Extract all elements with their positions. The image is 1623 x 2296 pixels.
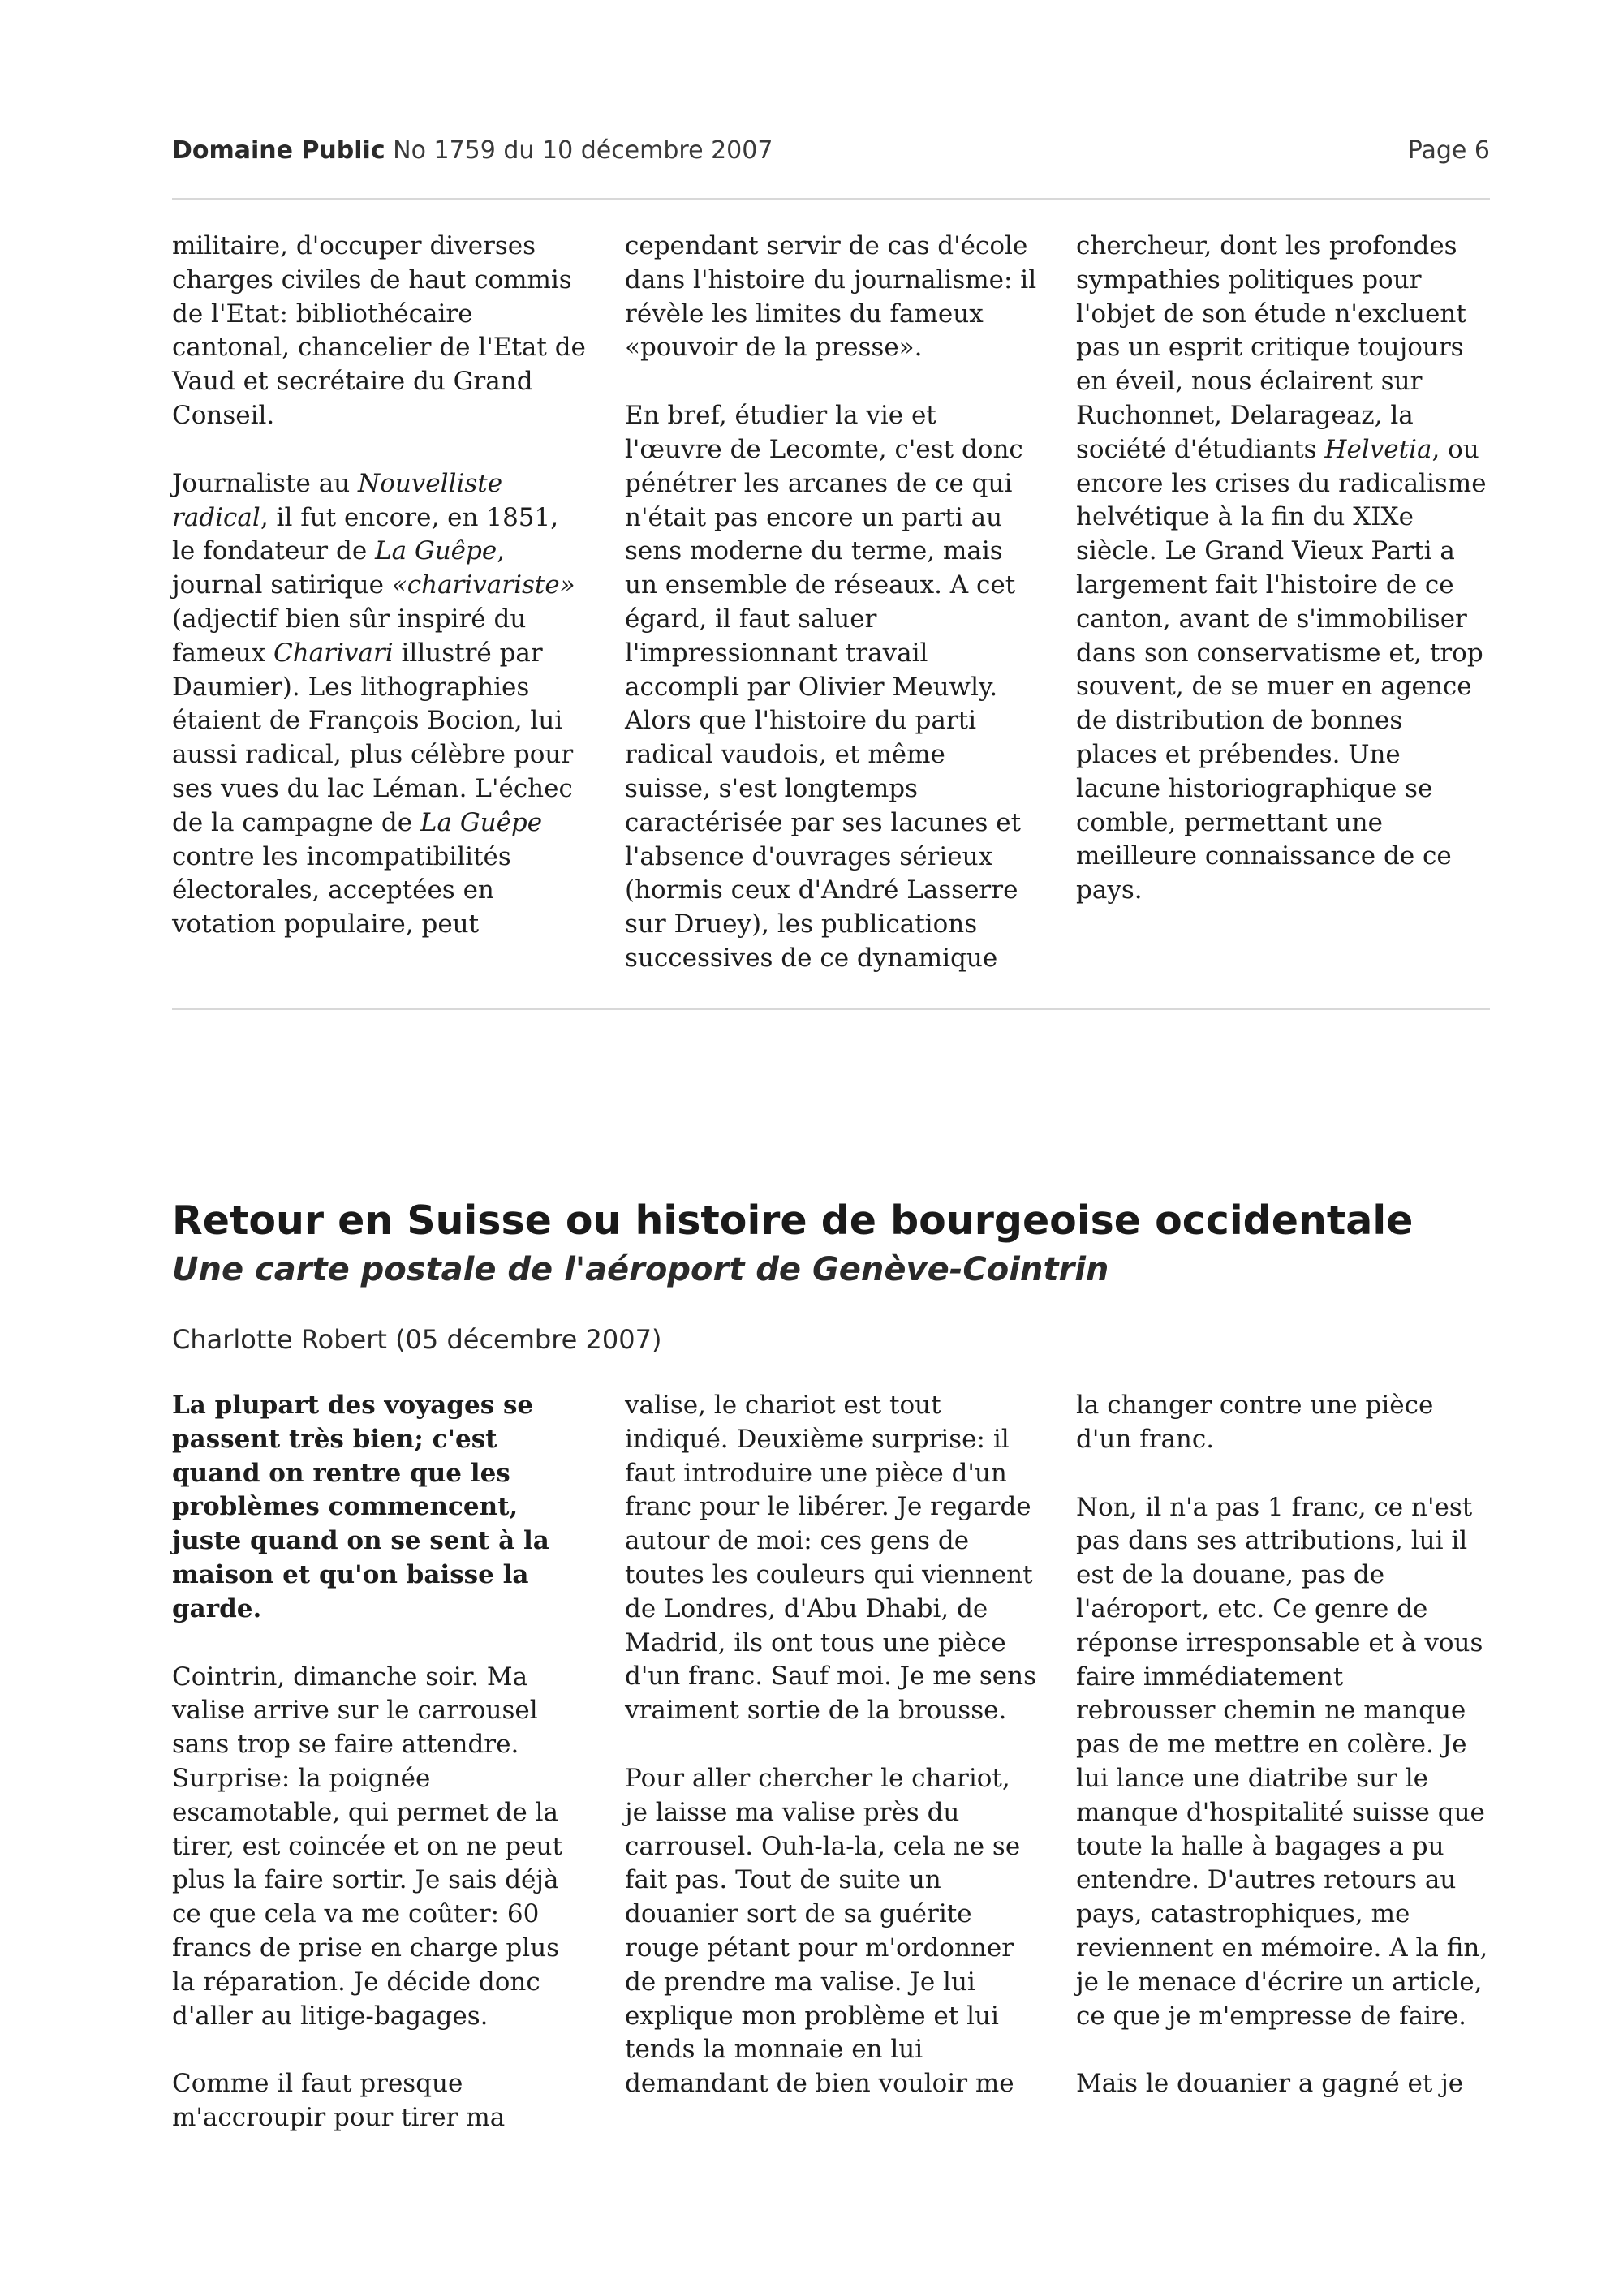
article2-column-3 <box>1076 1389 1490 2135</box>
text-run: Journaliste au <box>172 468 359 498</box>
article2-paragraph: Pour aller chercher le chariot, je laisse ma valise près du carrousel. Ouh-la-la, cela ne se fait pas. Tout de suite un douanier sort de sa guérite rouge pétant pour m'ordonner de prendre ma valise. Je lui explique mon problème et lui tends la monnaie en lui demandant de bien vouloir me <box>625 1763 1021 2099</box>
text-run: , il fut encore, en 1851, le fondateur de <box>172 502 559 566</box>
article1-paragraph: En bref, étudier la vie et l'œuvre de Lecomte, c'est donc pénétrer les arcanes de ce qui n'était pas encore un parti au sens moderne du terme, mais un ensemble de réseaux. A cet égard, il faut saluer l'impressionnant travail accompli par Olivier Meuwly. Alors que l'histoire du parti radical vaudois, et même suisse, s'est longtemps caractérisée par ses lacunes et l'absence d'ouvrages sérieux (hormis ceux d'André Lasserre sur Druey), les publications successives de ce dynamique <box>625 401 1023 973</box>
article1-column-3 <box>1076 230 1490 942</box>
article1-column-1 <box>172 230 586 976</box>
article1-paragraph <box>172 467 586 942</box>
article1-paragraph <box>1076 230 1490 908</box>
article2-column-2 <box>625 1389 1039 2135</box>
text-run: , journal satirique <box>172 536 506 600</box>
issue-info: No 1759 du 10 décembre 2007 <box>393 136 773 165</box>
page-number: Page 6 <box>1407 136 1490 165</box>
text-run: (adjectif bien sûr inspiré du fameux <box>172 604 527 668</box>
page-header <box>172 136 1490 169</box>
article-lead: La plupart des voyages se passent très bien; c'est quand on rentre que les problèmes commencent, juste quand on se sent à la maison et qu'on baisse la garde. <box>172 1391 549 1623</box>
newspaper-title: Charivari <box>273 638 394 668</box>
quoted-term: «charivariste» <box>391 570 575 600</box>
newspaper-title: Nouvelliste radical <box>172 468 503 532</box>
article2-paragraph: Mais le douanier a gagné et je <box>1076 2069 1464 2099</box>
article2-paragraph: Cointrin, dimanche soir. Ma valise arrive sur le carrousel sans trop se faire attendre. Surprise: la poignée escamotable, qui permet de la tirer, est coincée et on ne peut plus la faire sortir. Je sais déjà ce que cela va me coûter: 60 francs de prise en charge plus la réparation. Je décide donc d'aller au litige-bagages. <box>172 1662 562 2031</box>
article1-column-2 <box>625 230 1039 1010</box>
newspaper-title: La Guêpe <box>375 536 497 566</box>
publication-name: Domaine Public <box>172 136 385 165</box>
article-subtitle: Une carte postale de l'aéroport de Genève-Cointrin <box>172 1251 1109 1288</box>
article2-paragraph: valise, le chariot est tout indiqué. Deuxième surprise: il faut introduire une pièce d'un franc pour le libérer. Je regarde autour de moi: ces gens de toutes les couleurs qui viennent de Londres, d'Abu Dhabi, de Madrid, ils ont tous une pièce d'un franc. Sauf moi. Je me sens vraiment sortie de la brousse. <box>625 1391 1037 1726</box>
article-byline: Charlotte Robert (05 décembre 2007) <box>172 1324 662 1355</box>
text-run: chercheur, dont les profondes sympathies politiques pour l'objet de son étude n'excluent pas un esprit critique toujours en éveil, nous éclairent sur Ruchonnet, Delarageaz, la société d'étudiants <box>1076 231 1466 464</box>
article2-column-1 <box>172 1389 586 2169</box>
article1-paragraph: cependant servir de cas d'école dans l'histoire du journalisme: il révèle les limites du fameux «pouvoir de la presse». <box>625 231 1037 363</box>
text-run: contre les incompatibilités électorales, acceptées en votation populaire, peut <box>172 841 511 939</box>
text-run: illustré par Daumier). Les lithographies étaient de François Bocion, lui aussi radical, plus célèbre pour ses vues du lac Léman. L'échec de la campagne de <box>172 638 574 837</box>
newspaper-title: La Guêpe <box>420 807 543 837</box>
article2-paragraph: Non, il n'a pas 1 franc, ce n'est pas dans ses attributions, lui il est de la douane, pas de l'aéroport, etc. Ce genre de réponse irresponsable et à vous faire immédiatement rebrousser chemin ne manque pas de me mettre en colère. Je lui lance une diatribe sur le manque d'hospitalité suisse que toute la halle à bagages a pu entendre. D'autres retours au pays, catastrophiques, me reviennent en mémoire. A la fin, je le menace d'écrire un article, ce que je m'empresse de faire. <box>1076 1492 1488 2031</box>
article-title: Retour en Suisse ou histoire de bourgeoise occidentale <box>172 1197 1414 1244</box>
header-divider <box>172 198 1490 200</box>
society-name: Helvetia <box>1324 434 1432 464</box>
article2-paragraph: la changer contre une pièce d'un franc. <box>1076 1391 1434 1454</box>
article1-paragraph: militaire, d'occuper diverses charges civiles de haut commis de l'Etat: bibliothécaire cantonal, chancelier de l'Etat de Vaud et secrétaire du Grand Conseil. <box>172 231 586 430</box>
text-run: , ou encore les crises du radicalisme helvétique à la fin du XIXe siècle. Le Grand Vieux Parti a largement fait l'histoire de ce canton, avant de s'immobiliser dans son conservatisme et, trop souvent, de se muer en agence de distribution de bonnes places et prébendes. Une lacune historiographique se comble, permettant une meilleure connaissance de ce pays. <box>1076 434 1487 905</box>
article2-paragraph: Comme il faut presque m'accroupir pour tirer ma <box>172 2069 506 2133</box>
article-divider <box>172 1008 1490 1010</box>
